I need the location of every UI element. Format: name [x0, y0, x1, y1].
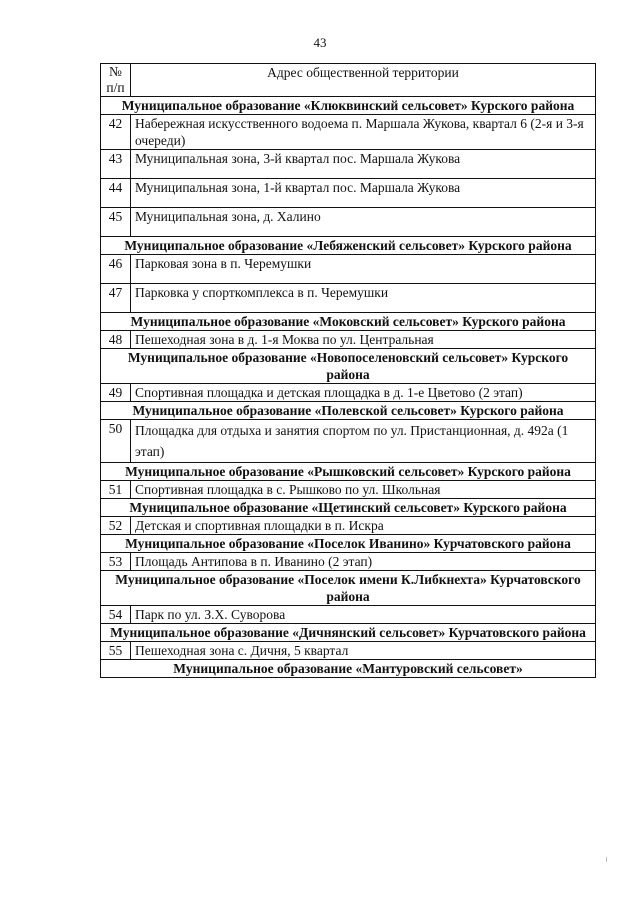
section-row: [101, 535, 596, 553]
table-row: [101, 517, 596, 535]
scan-mark: [606, 857, 607, 862]
row-number: 50: [101, 420, 131, 463]
municipality-heading: Муниципальное образование «Полевской сельсовет» Курского района: [101, 402, 596, 420]
section-row: [101, 97, 596, 115]
table-row: [101, 208, 596, 237]
table-row: [101, 150, 596, 179]
territory-address: Муниципальная зона, 3-й квартал пос. Маршала Жукова: [131, 150, 596, 179]
territory-table: [100, 63, 596, 678]
territory-address: Пешеходная зона в д. 1-я Моква по ул. Центральная: [131, 331, 596, 349]
municipality-heading: Муниципальное образование «Лебяженский сельсовет» Курского района: [101, 237, 596, 255]
row-number: 42: [101, 115, 131, 150]
row-number: 54: [101, 606, 131, 624]
municipality-heading: Муниципальное образование «Поселок Иванино» Курчатовского района: [101, 535, 596, 553]
table-header-row: [101, 64, 596, 97]
municipality-heading: Муниципальное образование «Мантуровский сельсовет»: [101, 660, 596, 678]
section-row: [101, 571, 596, 606]
section-row: [101, 624, 596, 642]
table-row: [101, 606, 596, 624]
municipality-heading: Муниципальное образование «Дичнянский сельсовет» Курчатовского района: [101, 624, 596, 642]
table-row: [101, 481, 596, 499]
territory-address: Набережная искусственного водоема п. Маршала Жукова, квартал 6 (2-я и 3-я очереди): [131, 115, 596, 150]
row-number: 44: [101, 179, 131, 208]
table-row: [101, 331, 596, 349]
row-number: 53: [101, 553, 131, 571]
territory-address: Парковая зона в п. Черемушки: [131, 255, 596, 284]
territory-address: Детская и спортивная площадки в п. Искра: [131, 517, 596, 535]
territory-address: Площадка для отдыха и занятия спортом по ул. Пристанционная, д. 492а (1 этап): [131, 420, 596, 463]
row-number: 43: [101, 150, 131, 179]
row-number: 45: [101, 208, 131, 237]
section-row: [101, 660, 596, 678]
territory-address: Муниципальная зона, д. Халино: [131, 208, 596, 237]
table-row: [101, 384, 596, 402]
item-abbrev: п/п: [106, 80, 125, 95]
table-row: [101, 179, 596, 208]
table-row: [101, 284, 596, 313]
table-row: [101, 255, 596, 284]
municipality-heading: Муниципальное образование «Поселок имени К.Либкнехта» Курчатовского района: [101, 571, 596, 606]
section-row: [101, 313, 596, 331]
territory-address: Спортивная площадка и детская площадка в д. 1-е Цветово (2 этап): [131, 384, 596, 402]
number-sign: №: [109, 64, 122, 79]
municipality-heading: Муниципальное образование «Клюквинский сельсовет» Курского района: [101, 97, 596, 115]
row-number: 52: [101, 517, 131, 535]
row-number: 46: [101, 255, 131, 284]
section-row: [101, 349, 596, 384]
municipality-heading: Муниципальное образование «Рышковский сельсовет» Курского района: [101, 463, 596, 481]
municipality-heading: Муниципальное образование «Новопоселеновский сельсовет» Курского района: [101, 349, 596, 384]
territory-address: Пешеходная зона с. Дичня, 5 квартал: [131, 642, 596, 660]
table-body: [101, 97, 596, 678]
section-row: [101, 499, 596, 517]
territory-address: Парк по ул. З.Х. Суворова: [131, 606, 596, 624]
row-number: 49: [101, 384, 131, 402]
municipality-heading: Муниципальное образование «Моковский сельсовет» Курского района: [101, 313, 596, 331]
row-number: 47: [101, 284, 131, 313]
table-row: [101, 642, 596, 660]
row-number: 48: [101, 331, 131, 349]
section-row: [101, 237, 596, 255]
section-row: [101, 402, 596, 420]
row-number: 51: [101, 481, 131, 499]
page-number: 43: [313, 35, 327, 50]
section-row: [101, 463, 596, 481]
municipality-heading: Муниципальное образование «Щетинский сельсовет» Курского района: [101, 499, 596, 517]
territory-address: Парковка у спорткомплекса в п. Черемушки: [131, 284, 596, 313]
territory-address: Муниципальная зона, 1-й квартал пос. Маршала Жукова: [131, 179, 596, 208]
number-column-header: [101, 64, 131, 97]
territory-address: Площадь Антипова в п. Иванино (2 этап): [131, 553, 596, 571]
table-row: [101, 553, 596, 571]
territory-address: Спортивная площадка в с. Рышково по ул. Школьная: [131, 481, 596, 499]
address-column-header: Адрес общественной территории: [131, 64, 596, 97]
row-number: 55: [101, 642, 131, 660]
table-row: [101, 420, 596, 463]
table-row: [101, 115, 596, 150]
